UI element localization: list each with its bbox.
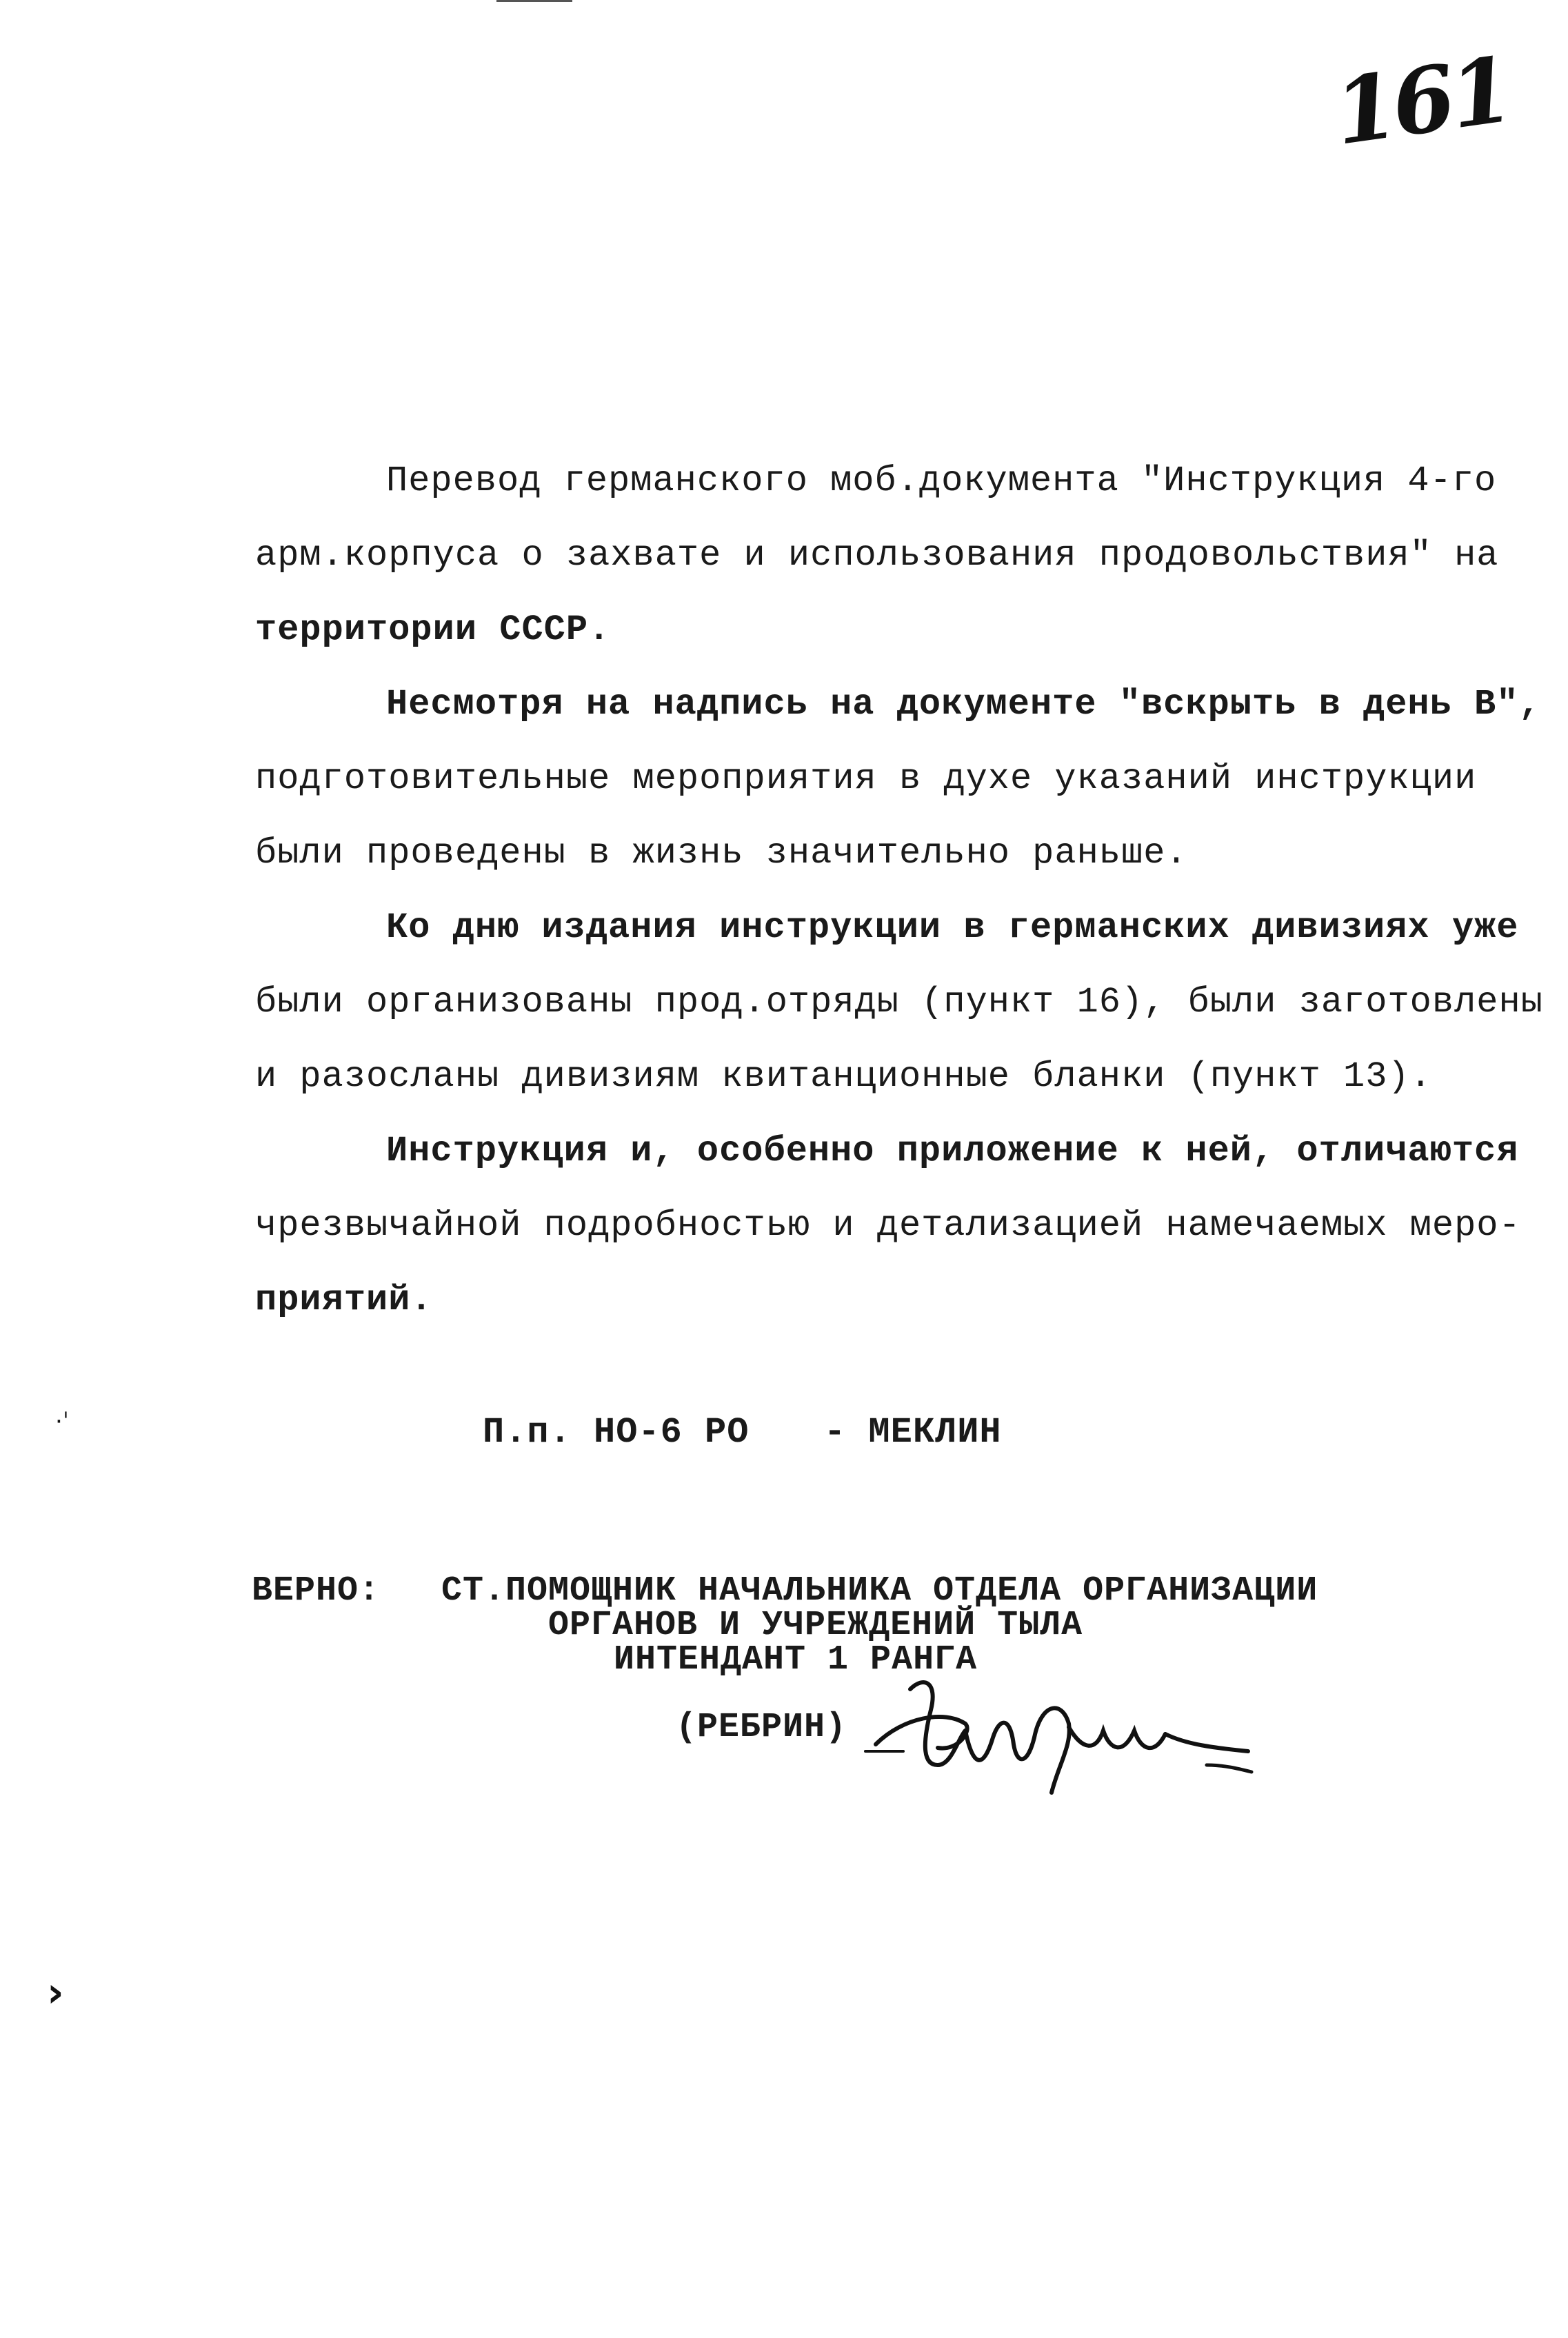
paragraph-2-line-3: были проведены в жизнь значительно раньше. xyxy=(255,833,1188,874)
signed-prefix: П.п. НО-6 РО xyxy=(483,1412,750,1453)
page-number: 161 xyxy=(1327,37,1516,165)
certification-position-line-2: ОРГАНОВ И УЧРЕЖДЕНИЙ ТЫЛА xyxy=(548,1606,1083,1645)
paragraph-3-line-1: Ко дню издания инструкции в германских дивизиях уже xyxy=(386,907,1519,948)
certification-position-line-1: СТ.ПОМОЩНИК НАЧАЛЬНИКА ОТДЕЛА ОРГАНИЗАЦИИ xyxy=(441,1571,1318,1611)
paragraph-1-line-1: Перевод германского моб.документа "Инструкция 4-го xyxy=(386,461,1497,501)
margin-mark: ·ˈ xyxy=(55,1408,70,1435)
scan-artifact-line xyxy=(496,0,572,2)
paragraph-2-line-2: подготовительные мероприятия в духе указаний инструкции xyxy=(255,758,1477,799)
paragraph-3-line-2: были организованы прод.отряды (пункт 16), были заготовлены xyxy=(255,982,1543,1022)
margin-chevron-mark: › xyxy=(47,1968,64,2017)
certification-signatory: (РЕБРИН) xyxy=(676,1708,847,1747)
certification-label: ВЕРНО: xyxy=(252,1571,381,1611)
paragraph-3-line-3: и разосланы дивизиям квитанционные бланки (пункт 13). xyxy=(255,1056,1432,1097)
handwritten-signature xyxy=(862,1662,1262,1806)
certification-position-line-3: ИНТЕНДАНТ 1 РАНГА xyxy=(614,1640,978,1680)
paragraph-1-line-3: территории СССР. xyxy=(255,609,611,650)
paragraph-4-line-3: приятий. xyxy=(255,1280,433,1320)
paragraph-1-line-2: арм.корпуса о захвате и использования продовольствия" на xyxy=(255,535,1499,576)
signed-name: - МЕКЛИН xyxy=(824,1412,1002,1453)
paragraph-4-line-1: Инструкция и, особенно приложение к ней, отличаются xyxy=(386,1131,1519,1171)
paragraph-4-line-2: чрезвычайной подробностью и детализацией намечаемых меро- xyxy=(255,1205,1521,1246)
paragraph-2-line-1: Несмотря на надпись на документе "вскрыть в день В", xyxy=(386,684,1541,725)
